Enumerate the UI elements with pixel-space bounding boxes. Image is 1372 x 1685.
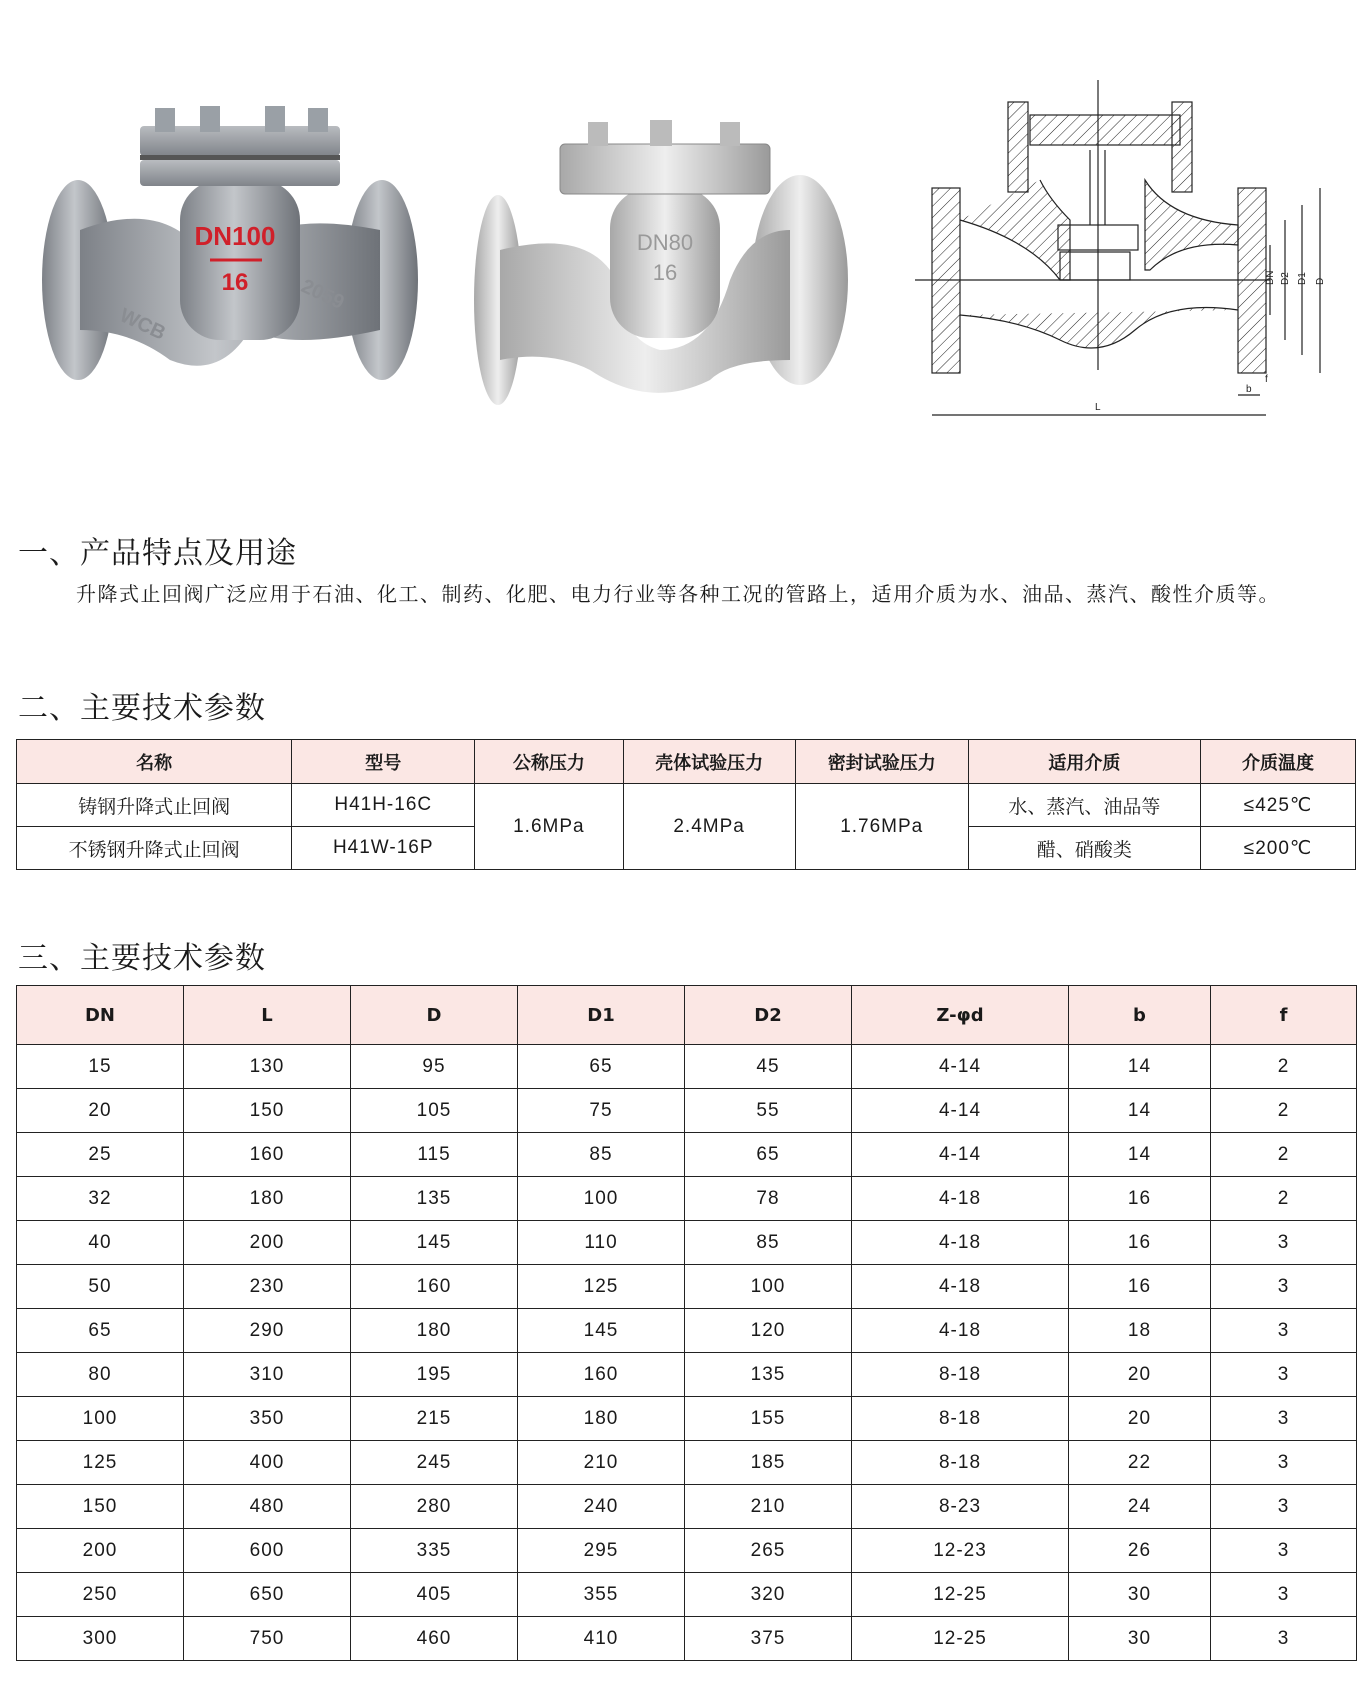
cell-f: 2 [1211,1045,1357,1089]
table-row [17,1353,1357,1397]
cell-b: 22 [1069,1441,1211,1485]
svg-text:DN80: DN80 [636,230,694,255]
cell-d2: 78 [685,1177,852,1221]
dimensions-table [16,985,1357,1661]
params-table [16,739,1356,870]
table-row [17,1221,1357,1265]
svg-text:2059: 2059 [297,275,348,314]
cell-b: 16 [1069,1221,1211,1265]
cell-d1: 125 [518,1265,685,1309]
cell-b: 26 [1069,1529,1211,1573]
cell-f: 3 [1211,1441,1357,1485]
svg-text:16: 16 [221,269,249,296]
section-title-features: 一、产品特点及用途 [18,536,297,571]
header-seal-test: 密封试验压力 [795,740,968,784]
cell-d: 195 [351,1353,518,1397]
cell-d2: 185 [685,1441,852,1485]
table-row [17,1177,1357,1221]
table-row [17,1089,1357,1133]
cell-f: 3 [1211,1529,1357,1573]
cell-dn: 15 [17,1045,184,1089]
cell-l: 480 [184,1485,351,1529]
cell-d2: 265 [685,1529,852,1573]
sectional-drawing [910,70,1350,420]
cell-dn: 125 [17,1441,184,1485]
cell-z-phi-d: 8-18 [852,1353,1069,1397]
cell-d2: 320 [685,1573,852,1617]
cell-l: 750 [184,1617,351,1661]
cell-dn: 300 [17,1617,184,1661]
cell-z-phi-d: 12-25 [852,1573,1069,1617]
header-d: D [351,986,518,1045]
section-title-params: 二、主要技术参数 [18,691,266,726]
header-d2: D2 [685,986,852,1045]
table-header-row [17,740,1356,784]
cell-l: 200 [184,1221,351,1265]
cell-d1: 295 [518,1529,685,1573]
table-row [17,784,1356,827]
svg-text:16: 16 [652,260,678,285]
table-row [17,1529,1357,1573]
cell-shell-test: 2.4MPa [623,784,795,870]
table-row [17,1045,1357,1089]
cell-l: 290 [184,1309,351,1353]
cell-z-phi-d: 8-18 [852,1397,1069,1441]
svg-text:f: f [1265,374,1268,385]
features-paragraph: 升降式止回阀广泛应用于石油、化工、制药、化肥、电力行业等各种工况的管路上，适用介质为水、油品、蒸汽、酸性介质等。 [76,582,1280,606]
cell-d: 405 [351,1573,518,1617]
cell-b: 30 [1069,1617,1211,1661]
cell-d: 145 [351,1221,518,1265]
cell-f: 3 [1211,1573,1357,1617]
svg-text:b: b [1246,384,1252,395]
cell-d2: 85 [685,1221,852,1265]
cell-l: 150 [184,1089,351,1133]
cell-d1: 355 [518,1573,685,1617]
cell-f: 3 [1211,1617,1357,1661]
cell-l: 160 [184,1133,351,1177]
cell-d2: 375 [685,1617,852,1661]
svg-text:L: L [1095,402,1101,413]
header-d1: D1 [518,986,685,1045]
cell-b: 20 [1069,1397,1211,1441]
cell-l: 130 [184,1045,351,1089]
cell-d1: 240 [518,1485,685,1529]
cell-d2: 135 [685,1353,852,1397]
cell-z-phi-d: 4-14 [852,1089,1069,1133]
cell-z-phi-d: 12-23 [852,1529,1069,1573]
cell-d: 245 [351,1441,518,1485]
cell-d: 115 [351,1133,518,1177]
cell-l: 400 [184,1441,351,1485]
cell-d: 160 [351,1265,518,1309]
cell-d: 215 [351,1397,518,1441]
svg-text:DN: DN [1265,270,1276,285]
cell-l: 310 [184,1353,351,1397]
cell-d1: 110 [518,1221,685,1265]
svg-text:D: D [1315,277,1326,285]
cell-d2: 210 [685,1485,852,1529]
table-row [17,1485,1357,1529]
cell-dn: 25 [17,1133,184,1177]
product-images [0,0,1372,460]
header-shell-test: 壳体试验压力 [623,740,795,784]
table-row [17,1133,1357,1177]
cell-b: 30 [1069,1573,1211,1617]
cell-temp: ≤425℃ [1201,784,1356,827]
cell-z-phi-d: 8-18 [852,1441,1069,1485]
cell-d: 95 [351,1045,518,1089]
cell-dn: 20 [17,1089,184,1133]
cell-model: H41H-16C [292,784,475,827]
cell-d2: 100 [685,1265,852,1309]
cell-z-phi-d: 4-18 [852,1177,1069,1221]
svg-text:WCB: WCB [116,304,169,345]
cell-l: 230 [184,1265,351,1309]
cell-z-phi-d: 12-25 [852,1617,1069,1661]
cell-dn: 50 [17,1265,184,1309]
cell-b: 16 [1069,1177,1211,1221]
header-dn: DN [17,986,184,1045]
cell-f: 3 [1211,1221,1357,1265]
cell-d1: 65 [518,1045,685,1089]
cell-b: 20 [1069,1353,1211,1397]
header-nominal-pressure: 公称压力 [475,740,623,784]
cell-temp: ≤200℃ [1201,827,1356,870]
cell-z-phi-d: 4-18 [852,1309,1069,1353]
cell-d1: 210 [518,1441,685,1485]
table-row [17,1617,1357,1661]
cell-medium: 醋、硝酸类 [968,827,1200,870]
cell-dn: 100 [17,1397,184,1441]
cell-nominal-pressure: 1.6MPa [475,784,623,870]
header-b: b [1069,986,1211,1045]
cell-d2: 45 [685,1045,852,1089]
cell-name: 铸钢升降式止回阀 [17,784,292,827]
cell-d2: 120 [685,1309,852,1353]
cell-d1: 85 [518,1133,685,1177]
cell-d2: 155 [685,1397,852,1441]
cell-l: 600 [184,1529,351,1573]
cell-b: 14 [1069,1045,1211,1089]
cell-d: 280 [351,1485,518,1529]
header-medium: 适用介质 [968,740,1200,784]
cell-f: 2 [1211,1089,1357,1133]
cell-dn: 250 [17,1573,184,1617]
cell-z-phi-d: 4-14 [852,1045,1069,1089]
table-header-row [17,986,1357,1045]
section-title-dimensions: 三、主要技术参数 [18,941,266,976]
cell-d1: 160 [518,1353,685,1397]
cell-name: 不锈钢升降式止回阀 [17,827,292,870]
table-row [17,1573,1357,1617]
cell-dn: 150 [17,1485,184,1529]
cell-z-phi-d: 4-14 [852,1133,1069,1177]
cell-d1: 180 [518,1397,685,1441]
table-row [17,1441,1357,1485]
svg-text:D2: D2 [1280,272,1291,285]
cell-d2: 55 [685,1089,852,1133]
cast-steel-valve-photo [40,100,420,400]
cell-d1: 75 [518,1089,685,1133]
cell-b: 24 [1069,1485,1211,1529]
cell-f: 3 [1211,1353,1357,1397]
cell-f: 3 [1211,1309,1357,1353]
cell-b: 14 [1069,1089,1211,1133]
cell-d: 180 [351,1309,518,1353]
cell-f: 3 [1211,1397,1357,1441]
cell-l: 180 [184,1177,351,1221]
cell-b: 14 [1069,1133,1211,1177]
svg-text:D1: D1 [1297,272,1308,285]
cell-f: 2 [1211,1133,1357,1177]
header-z-phi-d: Z-φd [852,986,1069,1045]
cell-f: 2 [1211,1177,1357,1221]
header-name: 名称 [17,740,292,784]
cell-b: 16 [1069,1265,1211,1309]
cell-dn: 40 [17,1221,184,1265]
table-row [17,1397,1357,1441]
cell-d1: 145 [518,1309,685,1353]
cell-d2: 65 [685,1133,852,1177]
dn-marking: DN100 [194,221,276,251]
header-model: 型号 [292,740,475,784]
cell-z-phi-d: 4-18 [852,1221,1069,1265]
cell-dn: 80 [17,1353,184,1397]
cell-model: H41W-16P [292,827,475,870]
cell-d: 335 [351,1529,518,1573]
cell-f: 3 [1211,1265,1357,1309]
cell-seal-test: 1.76MPa [795,784,968,870]
cell-l: 650 [184,1573,351,1617]
table-row [17,1309,1357,1353]
cell-z-phi-d: 4-18 [852,1265,1069,1309]
cell-d1: 410 [518,1617,685,1661]
cell-d: 105 [351,1089,518,1133]
header-l: L [184,986,351,1045]
header-f: f [1211,986,1357,1045]
cell-d: 460 [351,1617,518,1661]
cell-d: 135 [351,1177,518,1221]
header-temp: 介质温度 [1201,740,1356,784]
stainless-valve-photo [470,100,850,420]
cell-f: 3 [1211,1485,1357,1529]
cell-dn: 200 [17,1529,184,1573]
cell-dn: 32 [17,1177,184,1221]
cell-z-phi-d: 8-23 [852,1485,1069,1529]
cell-d1: 100 [518,1177,685,1221]
table-row [17,1265,1357,1309]
cell-dn: 65 [17,1309,184,1353]
cell-medium: 水、蒸汽、油品等 [968,784,1200,827]
cell-l: 350 [184,1397,351,1441]
cell-b: 18 [1069,1309,1211,1353]
